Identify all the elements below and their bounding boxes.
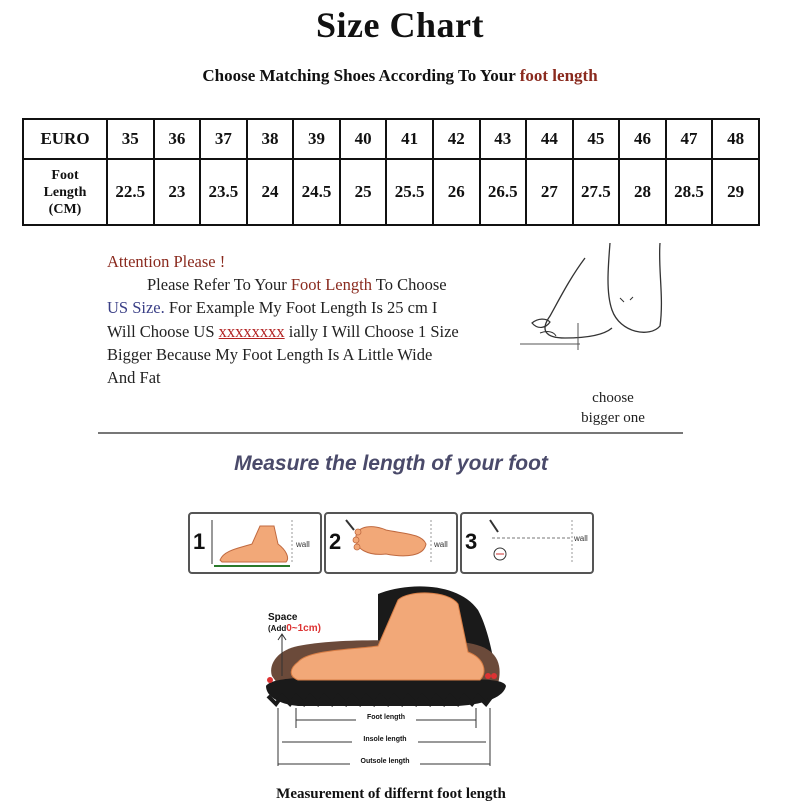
attention-redacted: xxxxxxxx xyxy=(218,321,285,341)
wall-label: wall xyxy=(574,534,588,543)
step-number: 2 xyxy=(329,529,342,554)
foot-length-cell: 24 xyxy=(247,159,294,225)
choose-bigger-line: bigger one xyxy=(581,410,645,426)
step-number: 1 xyxy=(193,529,206,554)
space-label-range: 0~1cm) xyxy=(286,623,321,634)
euro-size-cell: 39 xyxy=(293,119,340,159)
attention-text: ially I Will Choose 1 Size xyxy=(288,321,459,341)
page-title: Size Chart xyxy=(316,5,484,45)
euro-size-cell: 36 xyxy=(154,119,201,159)
attention-highlight: US Size. xyxy=(107,298,165,318)
shoe-diagram-illustration xyxy=(258,580,518,780)
choose-bigger-note xyxy=(560,388,666,428)
euro-size-cell: 44 xyxy=(526,119,573,159)
diagram-caption: Measurement of differnt foot length xyxy=(276,786,506,802)
euro-row xyxy=(23,119,759,159)
foot-length-cell: 23 xyxy=(154,159,201,225)
shoe-measurement-diagram xyxy=(258,580,518,785)
euro-size-cell: 42 xyxy=(433,119,480,159)
euro-size-cell: 47 xyxy=(666,119,713,159)
attention-line xyxy=(107,320,537,343)
foot-length-cell: 23.5 xyxy=(200,159,247,225)
attention-text: For Example My Foot Length Is 25 cm I xyxy=(168,298,438,318)
foot-length-cell: 26.5 xyxy=(480,159,527,225)
attention-text: Please Refer To Your xyxy=(147,275,287,295)
foot-length-header-line: Length xyxy=(43,184,87,200)
euro-size-cell: 40 xyxy=(340,119,387,159)
euro-size-cell: 48 xyxy=(712,119,759,159)
section-divider xyxy=(98,432,683,434)
outsole-length-label: Outsole length xyxy=(350,758,420,765)
wall-label: wall xyxy=(434,540,448,549)
foot-sketch-icon xyxy=(520,238,670,363)
attention-line: Bigger Because My Foot Length Is A Little Wide xyxy=(107,344,433,364)
foot-length-cell: 25.5 xyxy=(386,159,433,225)
foot-length-header-line: Foot xyxy=(51,167,79,183)
euro-size-cell: 41 xyxy=(386,119,433,159)
step-1-panel xyxy=(188,512,322,574)
euro-header: EURO xyxy=(23,119,107,159)
attention-text: To Choose xyxy=(375,275,447,295)
euro-size-cell: 35 xyxy=(107,119,154,159)
choose-bigger-line: choose xyxy=(592,390,634,406)
measure-title: Measure the length of your foot xyxy=(234,452,548,475)
wall-label: wall xyxy=(296,540,310,549)
foot-length-header-line: (CM) xyxy=(48,201,82,217)
foot-length-cell: 29 xyxy=(712,159,759,225)
space-label-title: Space xyxy=(268,612,298,623)
ruler-icon xyxy=(462,514,592,572)
step-number: 3 xyxy=(465,529,478,554)
foot-length-cell: 22.5 xyxy=(107,159,154,225)
foot-length-cell: 24.5 xyxy=(293,159,340,225)
attention-line: And Fat xyxy=(107,368,161,388)
euro-size-cell: 37 xyxy=(200,119,247,159)
foot-length-cell: 28.5 xyxy=(666,159,713,225)
subtitle-accent: foot length xyxy=(519,66,598,85)
subtitle-main: Choose Matching Shoes According To Your xyxy=(202,66,516,85)
foot-length-cell: 28 xyxy=(619,159,666,225)
foot-length-label: Foot length xyxy=(356,714,416,721)
foot-length-cell: 27 xyxy=(526,159,573,225)
foot-length-cell: 27.5 xyxy=(573,159,620,225)
attention-heading: Attention Please ! xyxy=(107,252,226,271)
space-label xyxy=(268,612,321,634)
foot-length-cell: 26 xyxy=(433,159,480,225)
foot-length-cell: 25 xyxy=(340,159,387,225)
step-3-panel xyxy=(460,512,594,574)
size-chart-table xyxy=(22,118,760,226)
attention-line xyxy=(107,296,537,319)
foot-length-header xyxy=(23,159,107,225)
step-2-panel xyxy=(324,512,458,574)
attention-note xyxy=(107,250,537,389)
euro-size-cell: 45 xyxy=(573,119,620,159)
foot-length-row xyxy=(23,159,759,225)
euro-size-cell: 38 xyxy=(247,119,294,159)
attention-highlight: Foot Length xyxy=(290,275,372,295)
attention-line xyxy=(107,273,537,296)
euro-size-cell: 46 xyxy=(619,119,666,159)
page-subtitle xyxy=(0,66,800,86)
euro-size-cell: 43 xyxy=(480,119,527,159)
space-label-sub: (Add xyxy=(268,624,287,633)
attention-text: Will Choose US xyxy=(107,321,215,341)
insole-length-label: Insole length xyxy=(352,736,418,743)
